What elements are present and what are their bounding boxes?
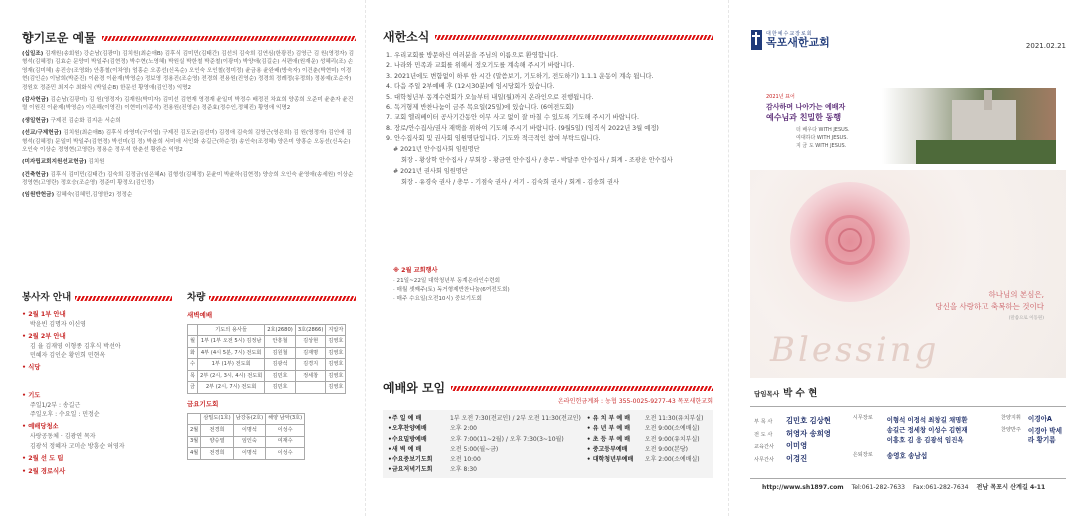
table-cell: 4월: [188, 448, 201, 460]
quote-source: (말씀으로 이동원): [1008, 316, 1044, 321]
event-item: · 매월 셋째주(토) 독거형제반찬나눔(6여전도회): [393, 287, 510, 294]
worship-row: [587, 435, 708, 445]
table-row: [188, 425, 305, 437]
table-header-cell: 지압자: [326, 324, 346, 336]
news-item: 9. 안수집사회 및 권사회 임원명단입니다. 기도와 적극적인 참여 부탁드립니다.: [386, 135, 601, 142]
news-header: [383, 30, 713, 44]
news-item: 8. 장로/안수집사/권사 재택을 위하여 기도해 주시기 바랍니다. (9월5일) (임직식 2022년 3월 예정): [386, 124, 659, 132]
staff-name: 허영자 송희영: [786, 428, 831, 438]
footer-fax: Fax:061-282-7634: [912, 483, 969, 491]
worship-time: 오전 9:00(본당): [644, 445, 689, 453]
news-panel: [383, 0, 713, 516]
offering-paragraph: [22, 96, 356, 113]
motto-year: 2021년 표어: [766, 94, 795, 100]
table-row: [188, 382, 346, 394]
table-cell: 전경희: [201, 425, 233, 437]
table-cell: 금: [188, 382, 198, 394]
worship-name: • 대학청년부예배: [586, 455, 634, 463]
worship-right: [587, 414, 708, 475]
worship-name: • 유 년 부 예 배: [586, 425, 631, 433]
table-cell: [295, 382, 326, 394]
church-name: 목포새한교회: [766, 36, 830, 50]
usher-line: 민혜자 김인순 황인희 민현옥: [30, 352, 106, 360]
worship-time: 오후 8:30: [450, 466, 477, 474]
conductor-label: 찬양지휘: [1000, 414, 1021, 421]
elders-list: [887, 415, 968, 446]
offering-label: (건축헌금): [22, 171, 49, 178]
worship-row: [587, 424, 708, 434]
worship-row: [388, 455, 581, 465]
table-cell: 김민호: [265, 370, 296, 382]
church-building-photo: [756, 88, 1056, 164]
offering-names: 김치원(최순애B) 김후식 라영미(구이엽) 구제진 김도균(김선미) 김정애 김숙희 김영근(영은희) 김 원(영정자) 김인애 김형석(김혜정) 문일미 박일주(김현정) 박선미(김 정) 박윤희 서미애 서인화 송길근(하순정) 송인숙(조정혜) 양은미 양흥순 오동선(신옥순) 오인숙 이상순 정영현(고영란) 정용순 정우석 한춘선 황완순 익명2: [22, 130, 352, 153]
pastor-label: 담임목사: [754, 390, 780, 398]
worship-name: • 초 등 부 예 배: [586, 435, 631, 443]
footer-website[interactable]: http://www.sh1897.com: [762, 483, 844, 491]
table-cell: 이명석: [233, 448, 265, 460]
offering-label: (임원반헌금): [22, 192, 55, 199]
worship-name: •주 일 예 배: [388, 415, 422, 423]
worship-name: •새 벽 예 배: [388, 445, 422, 453]
table-header-cell: 2호(2680): [265, 324, 296, 336]
table-header-row: [188, 413, 305, 425]
offering-label: (선교/구제헌금): [22, 130, 62, 137]
staff-role: 사무간사: [754, 457, 775, 464]
worship-time: 오전 10:00: [450, 455, 481, 463]
elders-line: 이형석 이정석 최창길 채명환: [886, 415, 968, 424]
worship-time: 오전 11:30(유치부실): [644, 415, 704, 423]
motto-sublines: [796, 126, 850, 150]
offering-header: [22, 31, 356, 45]
online-account: 온라인헌금계좌 : 농협 355-0025-9277-43 목포새한교회: [557, 398, 713, 405]
stripe-divider: [102, 36, 356, 41]
table-cell: 김영호: [326, 359, 346, 371]
usher-line: 주일1/2부 : 송길근: [30, 401, 81, 409]
worship-row: [388, 465, 581, 475]
worship-row: [587, 414, 708, 424]
table-cell: 김원철: [265, 347, 296, 359]
table-row: [188, 336, 346, 348]
events-box: [393, 267, 593, 304]
staff-name: 김민호 김상현: [786, 415, 831, 425]
staff-role: 전 도 사: [754, 431, 773, 438]
table-row: [188, 347, 346, 359]
offering-paragraph: [22, 191, 356, 199]
worship-row: [388, 445, 581, 455]
offering-label: (생일헌금): [22, 117, 49, 124]
offering-paragraph: [22, 117, 356, 125]
friday-vehicle-table: [187, 413, 305, 460]
table-cell: 4부 (4시 5분, 7시) 전도회: [198, 347, 265, 359]
usher-line: 김 율 김재영 이형종 김후식 박선아: [30, 342, 121, 350]
quote-line-2: 당신을 사랑하고 축복하는 것이다: [935, 302, 1044, 311]
worship-section: [383, 381, 713, 478]
table-header-cell: 삼밀도(1호): [201, 413, 233, 425]
staff-section: [750, 388, 1066, 492]
worship-row: [388, 414, 581, 424]
offering-names: 김혜숙(김혜민,김영한2) 정정순: [55, 192, 133, 199]
table-cell: 안흥철: [265, 336, 296, 348]
table-cell: 정세창: [295, 370, 326, 382]
cover-panel: [746, 0, 1066, 516]
table-cell: 전경희: [201, 448, 233, 460]
table-cell: 김영호: [326, 370, 346, 382]
worship-time: 오전 9:00(소예배실): [644, 425, 700, 433]
table-header-cell: [188, 324, 198, 336]
usher-line: 김광석 정혜자 고미순 방흥순 허영자: [30, 442, 125, 450]
offering-list: [22, 50, 356, 200]
table-row: [188, 436, 305, 448]
table-header-row: [188, 324, 346, 336]
table-cell: 수: [188, 359, 198, 371]
news-item: 7. 교회 엘리베이터 공사기간동안 이무 사고 없이 잘 마칠 수 있도록 기도해 주시기 바랍니다.: [386, 114, 640, 122]
quote-line-1: 하나님의 본심은,: [988, 290, 1044, 299]
table-cell: 김영호: [326, 336, 346, 348]
footer-address: 전남 목포시 산계길 4-11: [976, 483, 1046, 491]
usher-heading: • 기도: [22, 392, 41, 400]
table-cell: 여재수: [266, 436, 305, 448]
usher-heading: • 식당: [22, 364, 41, 372]
news-title: 새한소식: [383, 29, 430, 44]
worship-name: • 중고등부예배: [586, 445, 628, 453]
offering-names: 김후식 김미민(김태간) 김숙희 김정금(임은혜A) 김형성(김혜정) 문윤미 박윤하(김현정) 양승희 오인숙 윤영애(송세원) 이상순 정영현(고영란) 정호승(조순영) 정준미 황정오(김인정): [22, 171, 354, 187]
motto-line-2: 예수님과 친밀한 동행: [766, 113, 842, 122]
table-header-cell: [188, 413, 201, 425]
table-cell: 김영호: [326, 347, 346, 359]
table-header-cell: 기도의 용사들: [198, 324, 265, 336]
worship-name: •수요밀방예배: [388, 435, 427, 443]
usher-heading: • 2월 경로식사: [22, 467, 66, 475]
stripe-divider: [451, 386, 713, 391]
staff-name: 이경진: [786, 454, 808, 464]
staff-row: [754, 415, 853, 428]
pastor-name: 박 수 현: [783, 388, 818, 399]
worship-row: [587, 455, 708, 465]
table-cell: 임인숙: [233, 436, 265, 448]
table-cell: 이성수: [266, 448, 305, 460]
worship-name: •금요저녁기도회: [388, 466, 433, 474]
table-cell: 이성수: [266, 425, 305, 437]
worship-title: 예배와 모임: [383, 380, 446, 395]
ushers-list: [22, 310, 172, 476]
table-cell: 2월: [188, 425, 201, 437]
news-list: [386, 51, 713, 144]
worship-time: 1부 오전 7:30(전교인) / 2부 오전 11:30(전교인): [450, 415, 581, 423]
dawn-title: 새벽예배: [187, 311, 213, 319]
news-item: 2. 나라와 민족과 교회를 위해서 정오기도를 계속해 주시기 바랍니다.: [386, 62, 575, 70]
worship-header: [383, 381, 713, 395]
offering-paragraph: [22, 158, 356, 166]
usher-line: 사랑공동체 · 김광연 목자: [30, 433, 96, 441]
officer-line: 회장 - 유경숙 권사 / 총무 - 기점숙 권사 / 서기 - 김숙희 권사 / 회계 - 김송희 권사: [401, 178, 619, 186]
officer-line: # 2021년 권사회 임원명단: [393, 168, 468, 176]
motto-subline: 여대하다 WITH JESUS.: [796, 135, 848, 141]
offering-names: 구제진 김순화 김지운 서순희: [50, 117, 121, 124]
staff-row: [754, 440, 853, 453]
organist-names: 이경아 박세라 황기름: [1027, 426, 1062, 445]
usher-heading: • 예배당청소: [22, 423, 59, 431]
vehicle-section: [187, 292, 356, 460]
rose-blessing-image: [750, 170, 1066, 378]
ushers-section: [22, 292, 172, 476]
table-cell: 이명석: [233, 425, 265, 437]
church-logo: [751, 30, 830, 50]
table-cell: 양승열: [201, 436, 233, 448]
retired-label: 은퇴장로: [852, 451, 873, 458]
stripe-divider: [435, 35, 713, 40]
worship-row: [587, 445, 708, 455]
friday-title: 금요기도회: [187, 399, 219, 408]
offering-names: 김재원(송회원) 강순남(김광미) 김치원(최순애B) 김후식 김미민(김태간) 김선의 김숙희 김연심(한광진) 김영근 김 원(영정자) 김형석(김혜정) 김효순 문양미 박일주(김현정) 박수현(노영혜) 박원실 박한철 박준철(이광미) 박양애(김길순) 서편애(원재운) 성혜리(조) 손영재(김미혜) 송진승(조영화) 안흥철(이차영) 엄홍순 오종선(신옥순) 오인숙 오인철(정미정) 윤금용 윤완배(방숙자) 이건춘(박현미) 이경현(김인순) 이남희(박준진) 이윤경 이윤재(박영순) 정보영 정용진(조순영) 전경희 전용원(진영순) 정경희 정례정(유정희) 정봉예(조순자) 정원호 정준민 최지수 최화식 (박일순B) 한문선 황영애(김인정) 익명2: [22, 51, 355, 91]
usher-line: 주일오후 : 수요일 : 민정순: [30, 411, 100, 419]
offering-paragraph: [22, 129, 356, 154]
dawn-vehicle-table: [187, 324, 346, 394]
elders-line: 이흥호 김 웅 김광석 임진옥: [886, 436, 964, 445]
organist-label: 찬양반주: [1000, 426, 1021, 433]
news-item: 5. 대학청년부 동계수련회가 오늘부터 내일(월)까지 온라인으로 진행됩니다.: [386, 93, 594, 101]
news-item: 3. 2021년에도 변함없이 하루 한 시간 (말씀보기, 기도하기, 전도하기) 1.1.1 운동이 계속 됩니다.: [386, 72, 654, 80]
staff-row: [754, 453, 853, 466]
table-cell: 목: [188, 370, 198, 382]
table-cell: 김상현: [295, 336, 326, 348]
worship-left: [388, 414, 581, 475]
table-header-cell: 3호(2866): [295, 324, 326, 336]
cross-icon: [751, 30, 762, 50]
news-item: 4. 다음 주일 2부예배 후 (12시30분)에 임시당회가 있습니다.: [386, 83, 555, 91]
table-cell: 김광석: [265, 359, 296, 371]
vehicle-header: [187, 292, 356, 304]
ushers-header: [22, 292, 172, 304]
offering-label: (감사헌금): [22, 96, 49, 103]
news-item: 6. 독거형제 반찬나눔이 금주 목요일(25일)에 있습니다. (6여전도회): [386, 103, 574, 111]
offering-title: 향기로운 예물: [22, 30, 96, 45]
news-item: 1. 우리교회를 방문하신 여러분을 주님의 이름으로 환영합니다.: [386, 52, 559, 59]
events-title: ※ 2월 교회행사: [393, 267, 438, 274]
offering-names: 김순남(김광미) 김 원(영정자) 김재원(박미자) 김미선 김현재 영경재 윤일미 박정수 배정진 차효희 양종희 오준미 윤춘자 윤건렬 이원진 이윤제(박영순) 이은해(이영진) 이현미(이종석) 전용원(진영순) 정준효(정수인,정혜진) 황영애 익명2: [22, 96, 354, 112]
offering-names: 김치원: [88, 159, 105, 166]
usher-heading: • 2월 1부 안내: [22, 311, 66, 318]
conductor-name: 이경아A: [1027, 414, 1053, 423]
elders-line: 송길근 정세창 이성수 김현재: [886, 426, 968, 435]
worship-name: •수요중보기도회: [388, 455, 433, 463]
motto-subline: 지 금 도 WITH JESUS.: [796, 143, 847, 149]
table-row: [188, 448, 305, 460]
worship-schedule: [383, 410, 713, 478]
worship-time: 오후 2:00(소예배실): [644, 455, 700, 463]
table-cell: 월: [188, 336, 198, 348]
worship-time: 오후 7:00(11~2월) / 오후 7:30(3~10월): [450, 435, 564, 443]
staff-list: [754, 415, 853, 466]
blessing-script: Blessing: [770, 330, 940, 370]
events-list: [393, 277, 593, 304]
worship-time: 오전 9:00(유치부실): [644, 435, 700, 443]
worship-row: [388, 435, 581, 445]
offering-paragraph: [22, 50, 356, 92]
footer-tel: Tel:061-282-7633: [851, 483, 905, 491]
table-cell: 1부 (1부 오전 5시) 김정남: [198, 336, 265, 348]
offering-panel: [22, 0, 356, 516]
stripe-divider: [75, 296, 172, 301]
elders-label: 시무장로: [852, 414, 873, 421]
church-denomination: 대한예수교장로회: [766, 30, 813, 37]
motto-subline: 더 배우다 WITH JESUS.: [796, 127, 850, 133]
table-header-cell: 해양 남악(3호): [266, 413, 305, 425]
table-row: [188, 359, 346, 371]
officer-list: [393, 145, 713, 188]
vehicle-title: 차량: [187, 291, 206, 303]
table-cell: 3월: [188, 436, 201, 448]
usher-line: 박윤빈 김명자 이신영: [30, 320, 86, 328]
table-cell: 김재명: [295, 347, 326, 359]
usher-heading: • 2월 2부 안내: [22, 333, 66, 341]
usher-heading: • 2월 선 도 팀: [22, 454, 64, 462]
offering-label: (미자립교회지원선교헌금): [22, 159, 87, 166]
table-cell: 김영호: [326, 382, 346, 394]
church-footer: [750, 478, 1066, 492]
worship-time: 오전 5:00(월~금): [450, 445, 499, 453]
table-cell: 김민호: [265, 382, 296, 394]
worship-name: •오후찬양예배: [388, 425, 427, 433]
worship-time: 오후 2:00: [450, 425, 477, 433]
motto-line-1: 감사하며 나아가는 예배자: [766, 103, 846, 111]
table-cell: 김경지: [295, 359, 326, 371]
table-header-cell: 남강동(2호): [233, 413, 265, 425]
staff-row: [754, 428, 853, 441]
worship-name: • 유 치 부 예 배: [586, 415, 631, 423]
stripe-divider: [209, 296, 356, 301]
event-item: · 매주 수요일(오전10시) 중보기도회: [393, 296, 482, 303]
bulletin-date: 2021.02.21: [1025, 42, 1066, 50]
staff-role: 부 목 사: [754, 418, 773, 425]
offering-paragraph: [22, 171, 356, 188]
officer-line: 회장 - 황상학 안수집사 / 부회장 - 황금연 안수집사 / 총무 - 박달주 안수집사 / 회계 - 조광운 안수집사: [401, 157, 673, 165]
table-row: [188, 370, 346, 382]
staff-name: 이미영: [786, 441, 808, 451]
table-cell: 2부 (2시, 7시) 전도회: [198, 382, 265, 394]
offering-label: (십일조): [22, 51, 44, 57]
retired-elders: 송영호 송남섭: [886, 451, 928, 460]
table-cell: 화: [188, 347, 198, 359]
worship-row: [388, 424, 581, 434]
ushers-title: 봉사자 안내: [22, 291, 72, 303]
table-cell: 2부 (2시, 3시, 4시) 전도회: [198, 370, 265, 382]
officer-line: # 2021년 안수집사회 임원명단: [393, 146, 480, 154]
staff-role: 교육간사: [754, 444, 775, 451]
table-cell: 1부 (1부) 전도회: [198, 359, 265, 371]
event-item: · 21일~22일 대학청년부 동계온라인수련회: [393, 278, 501, 285]
